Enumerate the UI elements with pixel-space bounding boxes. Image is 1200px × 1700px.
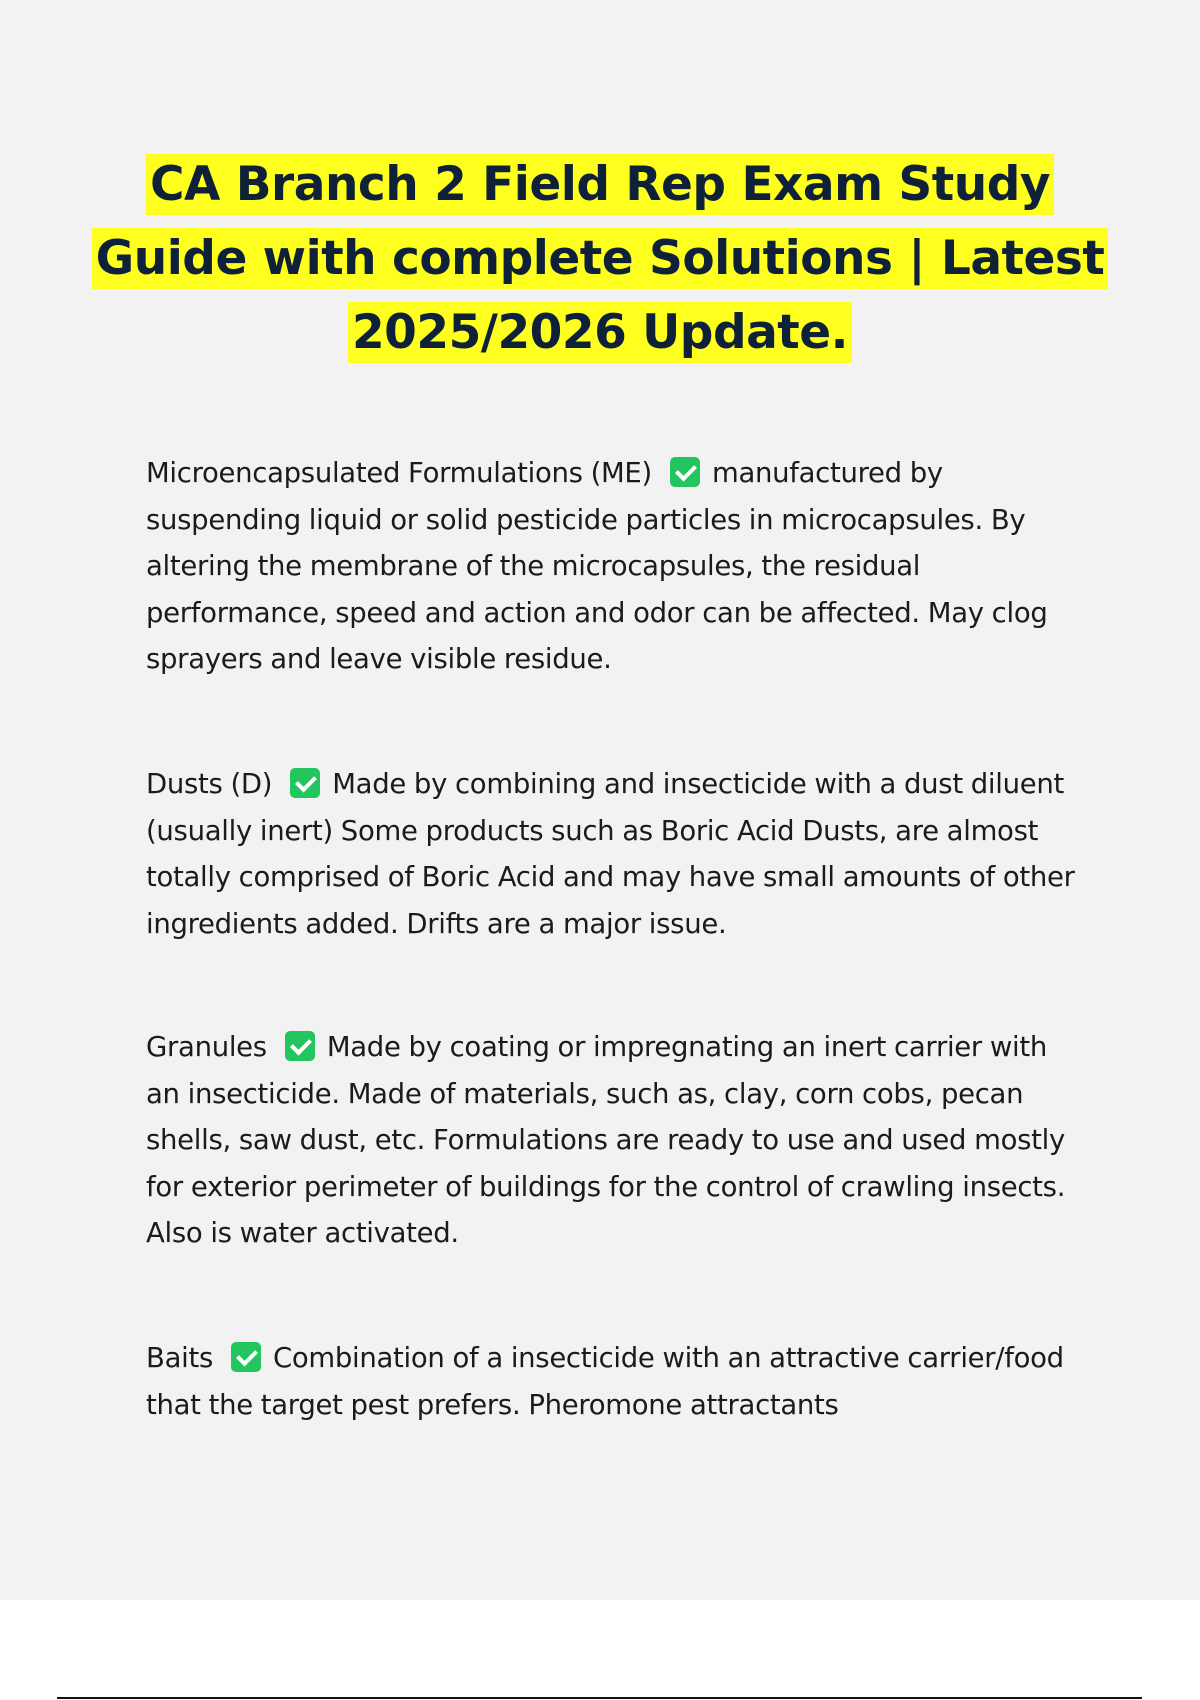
entry-term: Granules <box>146 1031 267 1063</box>
title-line-2: Guide with complete Solutions | Latest <box>92 228 1109 289</box>
title-line-1: CA Branch 2 Field Rep Exam Study <box>146 154 1054 215</box>
checkmark-icon <box>670 457 700 487</box>
entry-baits <box>146 1335 1086 1428</box>
entry-term: Baits <box>146 1342 213 1374</box>
title-line-3: 2025/2026 Update. <box>348 302 852 363</box>
entry-definition: manufactured by suspending liquid or solid pesticide particles in microcapsules. By altering the membrane of the microcapsules, the residual performance, speed and action and odor can be affected. May clog sprayers and leave visible residue. <box>146 457 1048 675</box>
checkmark-icon <box>285 1031 315 1061</box>
entry-term: Dusts (D) <box>146 768 273 800</box>
entry-definition: Made by combining and insecticide with a dust diluent (usually inert) Some products such as Boric Acid Dusts, are almost totally comprised of Boric Acid and may have small amounts of other ingredients added. Drifts are a major issue. <box>146 768 1075 940</box>
document-title <box>0 148 1200 370</box>
checkmark-icon <box>231 1342 261 1372</box>
entry-term: Microencapsulated Formulations (ME) <box>146 457 652 489</box>
entry-definition: Combination of a insecticide with an attractive carrier/food that the target pest prefers. Pheromone attractants <box>146 1342 1064 1421</box>
checkmark-icon <box>290 768 320 798</box>
footer-divider <box>57 1697 1142 1699</box>
entry-microencapsulated <box>146 450 1086 683</box>
title-heading <box>0 148 1200 370</box>
entry-granules <box>146 1024 1086 1257</box>
entry-definition: Made by coating or impregnating an inert carrier with an insecticide. Made of materials, such as, clay, corn cobs, pecan shells, saw dust, etc. Formulations are ready to use and used mostly for exterior perimeter of buildings for the control of crawling insects. Also is water activated. <box>146 1031 1066 1249</box>
entry-dusts <box>146 761 1086 947</box>
